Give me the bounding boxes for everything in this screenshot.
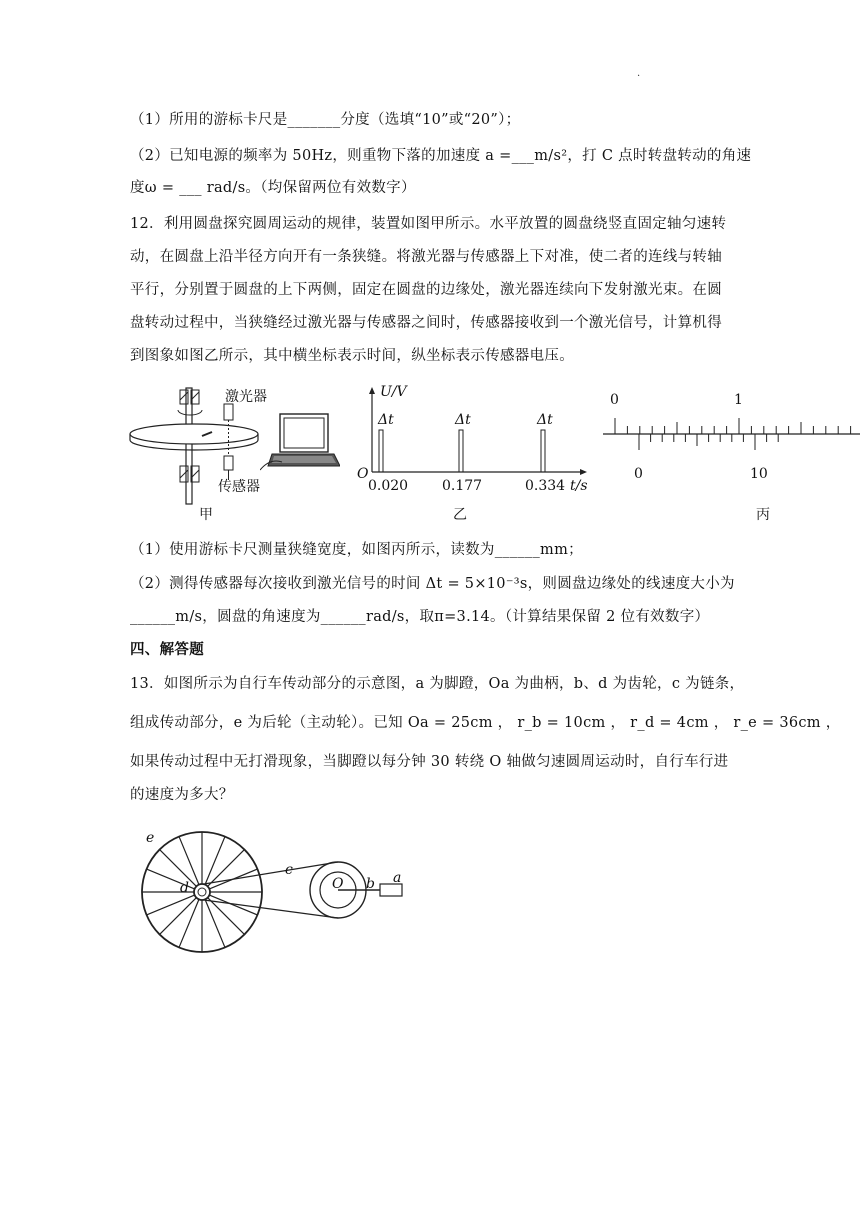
yi-tick-1: 0.020 (368, 478, 409, 494)
yi-tick-2: 0.177 (442, 478, 483, 494)
bike-label-a: a (393, 870, 402, 886)
bike-label-e: e (146, 830, 155, 846)
bike-label-O: O (332, 876, 344, 892)
yi-pulse-1: Δt (378, 412, 394, 428)
q13-stem-3: 如果传动过程中无打滑现象，当脚蹬以每分钟 30 转绕 O 轴做匀速圆周运动时，自行车行进 (130, 754, 729, 770)
bing-main-0: 0 (610, 392, 619, 408)
caption-jia: 甲 (199, 507, 213, 523)
q12-part1: （1）使用游标卡尺测量狭缝宽度，如图丙所示，读数为______mm； (130, 542, 583, 558)
section-title: 四、解答题 (130, 641, 204, 658)
caption-bing: 丙 (756, 507, 770, 523)
bike-label-b: b (366, 876, 375, 892)
label-laser: 激光器 (225, 389, 267, 405)
q12-part2-a: （2）测得传感器每次接收到激光信号的时间 Δt = 5×10⁻³s，则圆盘边缘处的线速度大小为 (130, 576, 735, 592)
bing-vernier-0: 0 (634, 466, 643, 482)
q12-part2-b: ______m/s，圆盘的角速度为______rad/s，取π=3.14。（计算结果保留 2 位有效数字） (130, 609, 710, 625)
q13-stem-2: 组成传动部分，e 为后轮（主动轮）。已知 Oa = 25cm ， r_b = 10cm ， r_d = 4cm ， r_e = 36cm ， (130, 715, 841, 731)
yi-xlabel: t/s (570, 478, 588, 494)
yi-pulse-3: Δt (537, 412, 553, 428)
figure-bing-vernier (603, 408, 860, 460)
caption-yi: 乙 (453, 507, 467, 523)
yi-ylabel: U/V (380, 384, 407, 400)
q12-stem-5: 到图象如图乙所示，其中横坐标表示时间，纵坐标表示传感器电压。 (130, 348, 574, 364)
label-sensor: 传感器 (218, 479, 260, 495)
yi-pulse-2: Δt (455, 412, 471, 428)
q13-stem-1: 13．如图所示为自行车传动部分的示意图，a 为脚蹬，Oa 为曲柄，b、d 为齿轮，c 为链条， (130, 676, 745, 692)
q11-part2-b: 度ω = ___ rad/s。（均保留两位有效数字） (130, 180, 416, 196)
yi-tick-3: 0.334 (525, 478, 566, 494)
q11-part2-a: （2）已知电源的频率为 50Hz，则重物下落的加速度 a =___m/s²，打 C 点时转盘转动的角速 (130, 148, 752, 164)
bing-vernier-10: 10 (750, 466, 768, 482)
page-dot: . (637, 68, 641, 79)
q11-part1: （1）所用的游标卡尺是_______分度（选填“10”或“20”）； (130, 112, 521, 128)
laptop-icon (260, 412, 340, 472)
q12-stem-1: 12．利用圆盘探究圆周运动的规律，装置如图甲所示。水平放置的圆盘绕竖直固定轴匀速转 (130, 216, 727, 232)
bike-label-d: d (180, 880, 189, 896)
q12-stem-2: 动，在圆盘上沿半径方向开有一条狭缝。将激光器与传感器上下对准，使二者的连线与转轴 (130, 249, 722, 265)
bike-label-c: c (285, 862, 293, 878)
q13-stem-4: 的速度为多大？ (130, 787, 234, 803)
bing-main-1: 1 (734, 392, 743, 408)
q12-stem-3: 平行，分别置于圆盘的上下两侧，固定在圆盘的边缘处，激光器连续向下发射激光束。在圆 (130, 282, 722, 298)
q12-stem-4: 盘转动过程中，当狭缝经过激光器与传感器之间时，传感器接收到一个激光信号，计算机得 (130, 315, 722, 331)
yi-origin: O (357, 466, 369, 482)
